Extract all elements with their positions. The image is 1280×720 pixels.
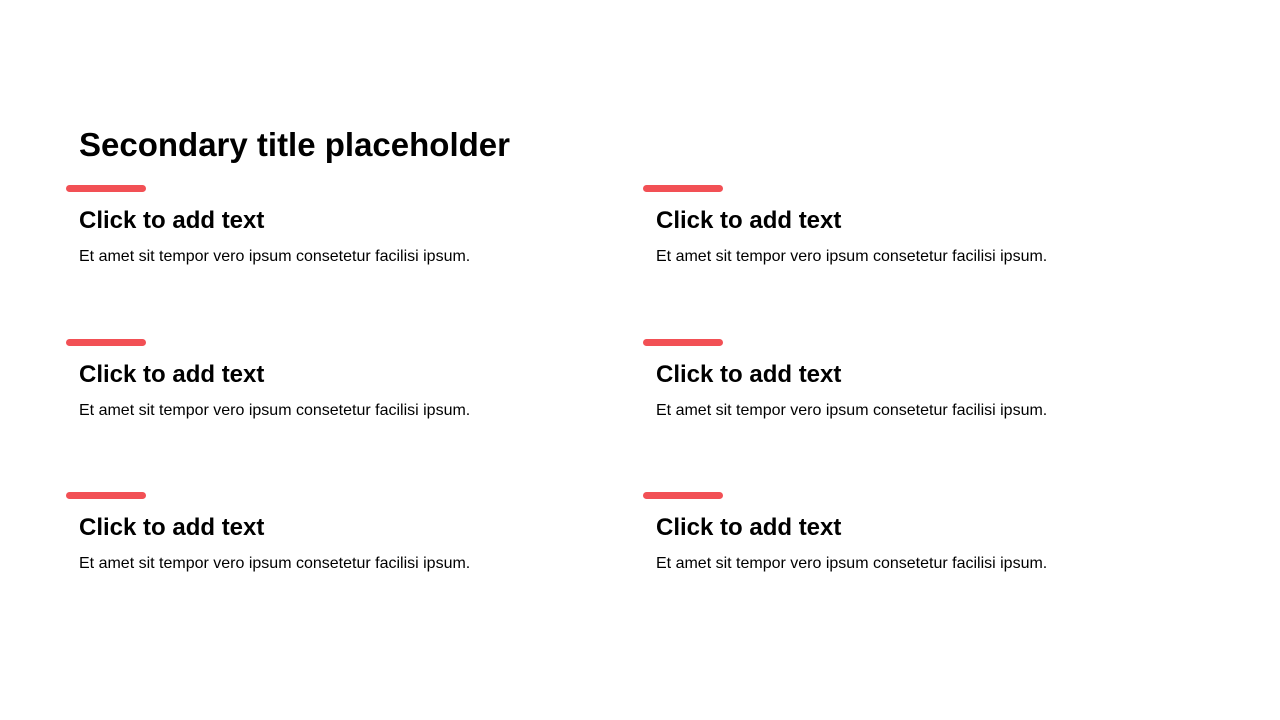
card-heading[interactable]: Click to add text	[79, 514, 265, 541]
card-heading[interactable]: Click to add text	[656, 514, 842, 541]
slide-title[interactable]: Secondary title placeholder	[79, 126, 510, 163]
accent-bar	[643, 492, 723, 499]
text-card	[66, 185, 606, 295]
text-card	[66, 492, 606, 602]
text-card	[643, 185, 1183, 295]
card-body-text[interactable]: Et amet sit tempor vero ipsum consetetur facilisi ipsum.	[79, 402, 471, 419]
card-body-text[interactable]: Et amet sit tempor vero ipsum consetetur facilisi ipsum.	[656, 402, 1048, 419]
card-heading[interactable]: Click to add text	[79, 361, 265, 388]
card-heading[interactable]: Click to add text	[656, 361, 842, 388]
accent-bar	[66, 339, 146, 346]
accent-bar	[66, 492, 146, 499]
text-card	[643, 339, 1183, 449]
card-body-text[interactable]: Et amet sit tempor vero ipsum consetetur facilisi ipsum.	[79, 555, 471, 572]
accent-bar	[643, 185, 723, 192]
card-body-text[interactable]: Et amet sit tempor vero ipsum consetetur facilisi ipsum.	[656, 248, 1048, 265]
accent-bar	[643, 339, 723, 346]
card-body-text[interactable]: Et amet sit tempor vero ipsum consetetur facilisi ipsum.	[79, 248, 471, 265]
accent-bar	[66, 185, 146, 192]
card-body-text[interactable]: Et amet sit tempor vero ipsum consetetur facilisi ipsum.	[656, 555, 1048, 572]
card-heading[interactable]: Click to add text	[79, 207, 265, 234]
text-card	[643, 492, 1183, 602]
card-heading[interactable]: Click to add text	[656, 207, 842, 234]
text-card	[66, 339, 606, 449]
